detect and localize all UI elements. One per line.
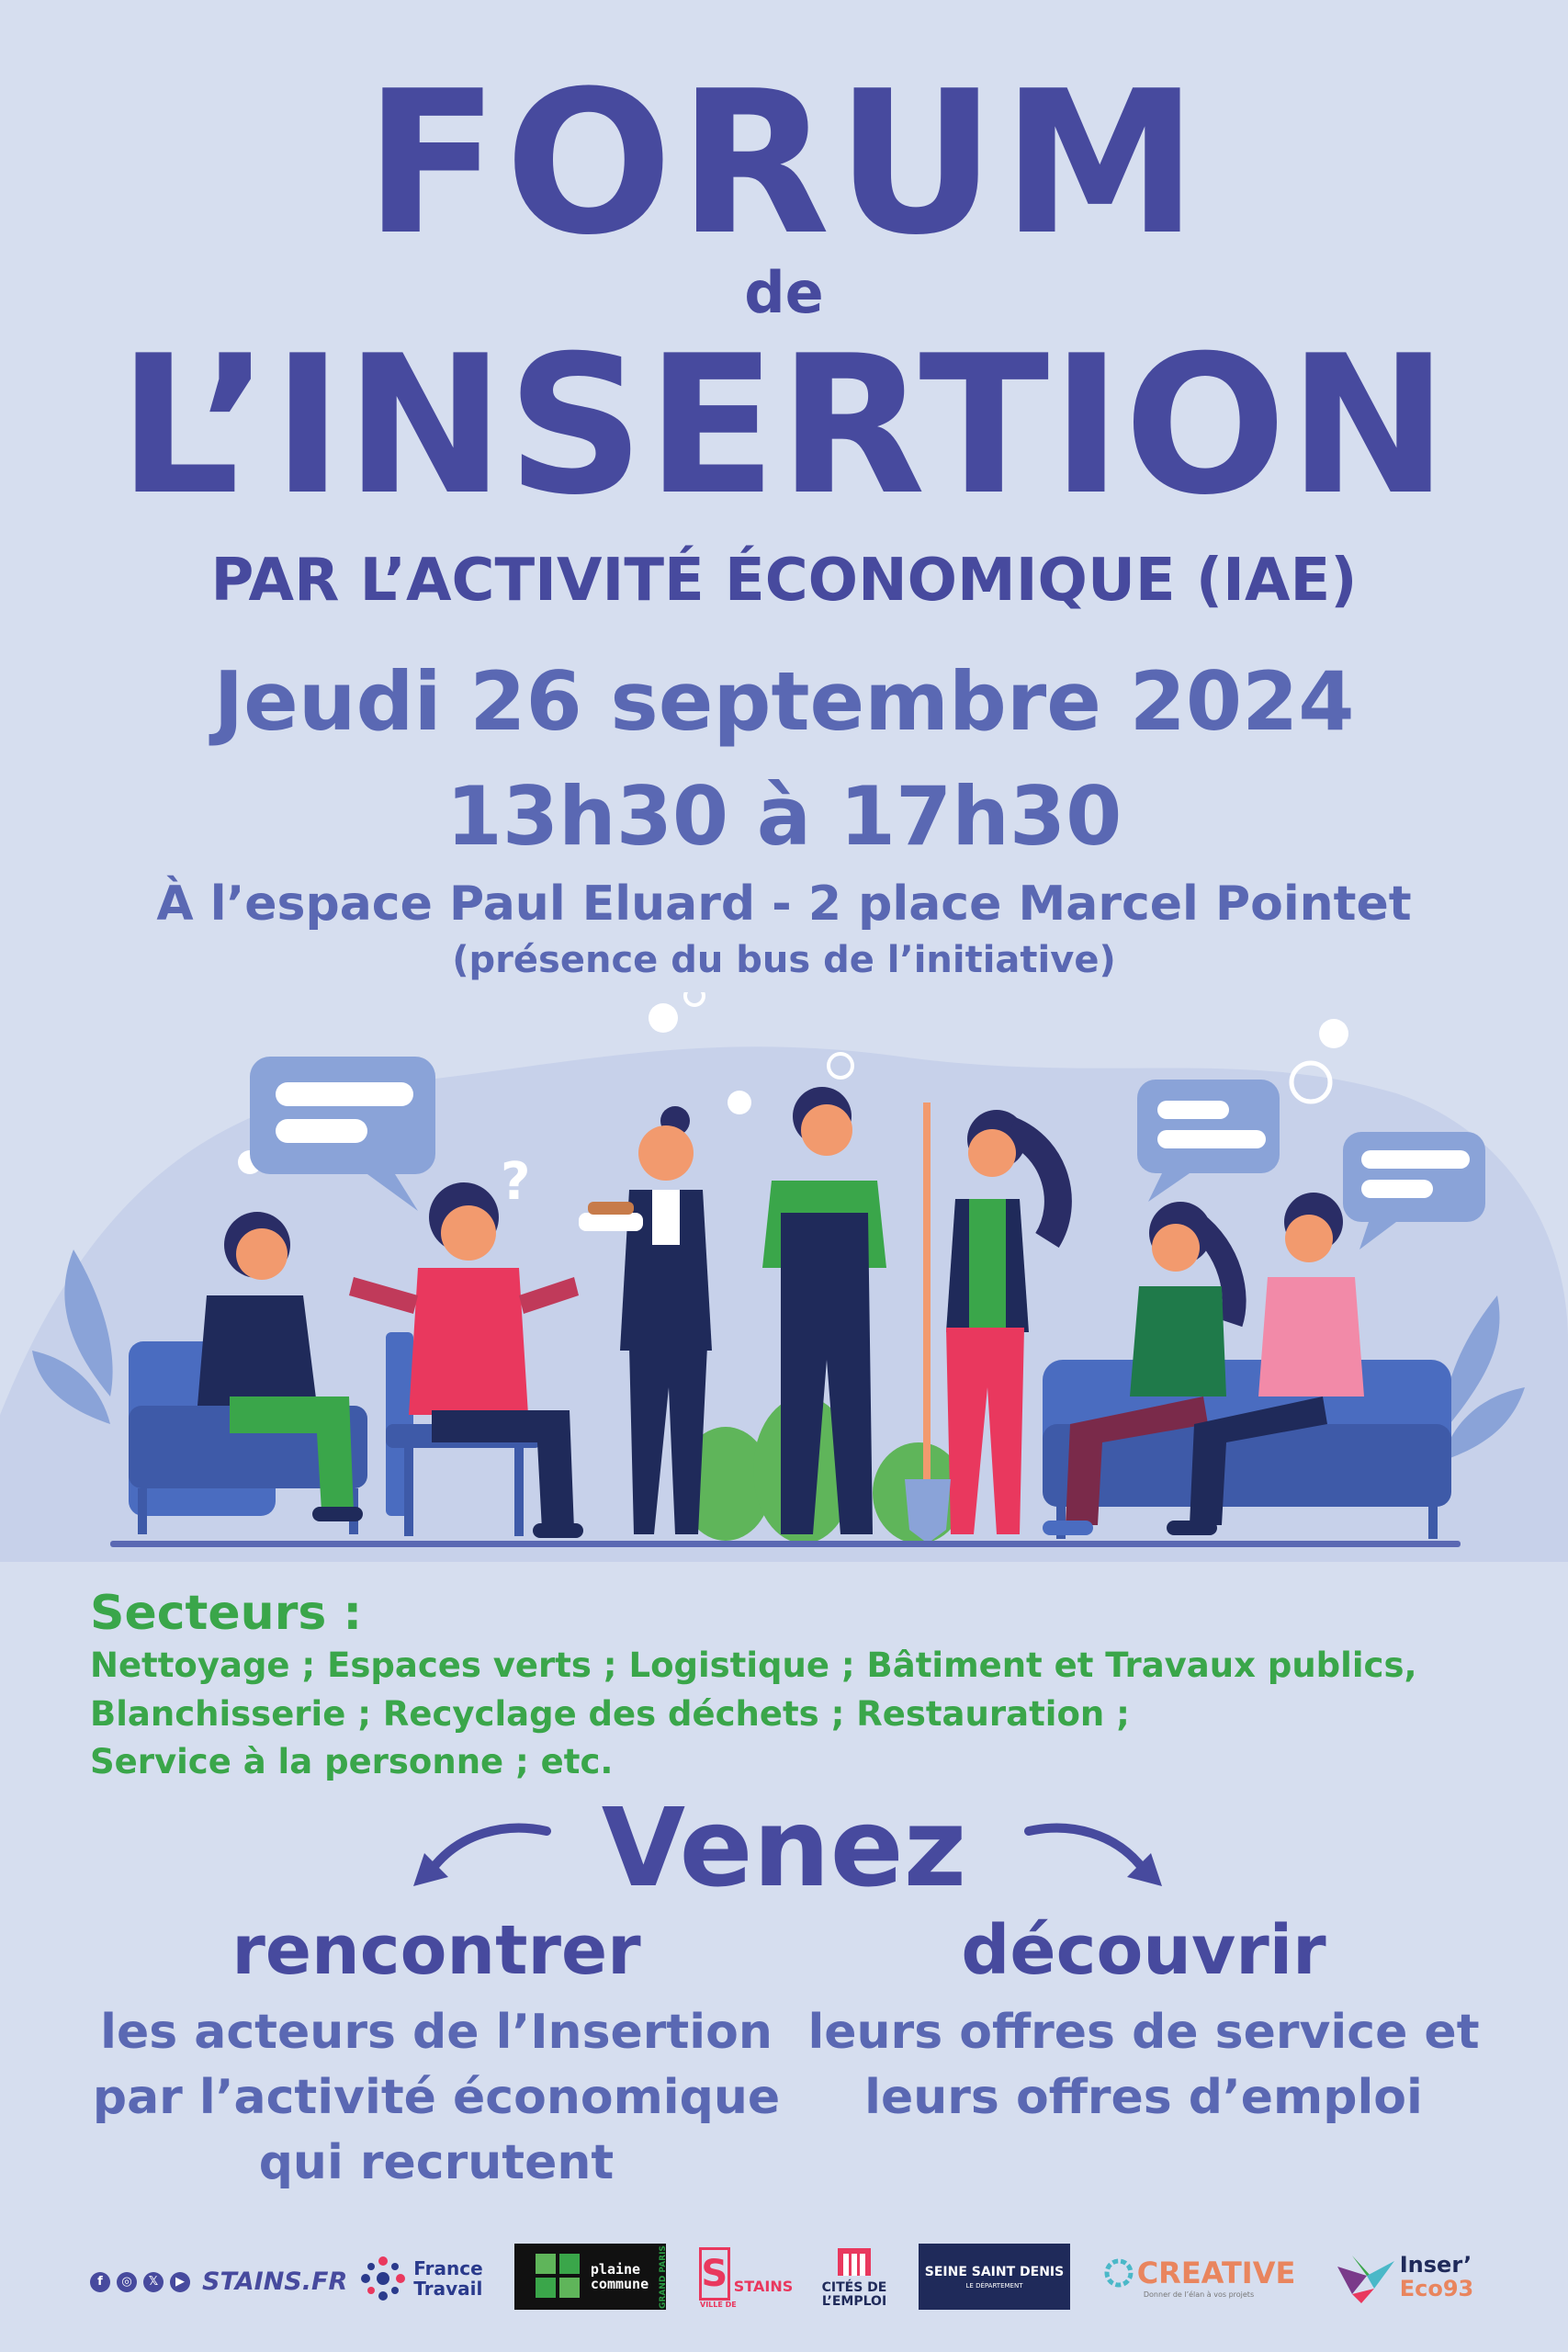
cta-right-column [790, 1911, 1497, 2131]
cta-left-line: qui recrutent [258, 2135, 615, 2191]
ville-de-stains-logo [700, 2236, 792, 2319]
cta-venez: Venez [601, 1784, 967, 1911]
creative-tagline: Donner de l’élan à vos projets [1143, 2290, 1255, 2299]
bubble-circle [1319, 1019, 1348, 1048]
plaine-commune-logo [514, 2244, 666, 2310]
arrow-right-icon [1015, 1815, 1171, 1897]
creative-icon [1102, 2256, 1135, 2290]
cta-left-heading: rencontrer [231, 1911, 641, 1990]
seine-saint-denis-logo [919, 2244, 1070, 2310]
bubble-circle [728, 1091, 751, 1114]
cta-left-line: par l’activité économique [92, 2069, 781, 2125]
seine-saint-denis-line: SEINE SAINT DENIS [924, 2264, 1065, 2279]
grand-paris-label: GRAND PARIS [659, 2245, 668, 2310]
sectors-line: Nettoyage ; Espaces verts ; Logistique ; Bâtiment et Travaux publics, [90, 1645, 1417, 1686]
cta-right-heading: découvrir [961, 1911, 1326, 1990]
facebook-icon[interactable]: f [90, 2272, 110, 2292]
creative-logo [1098, 2247, 1300, 2306]
cites-emploi-icon [836, 2246, 873, 2278]
france-travail-line: Travail [413, 2278, 483, 2300]
cta-right-text [790, 2000, 1497, 2131]
cites-emploi-line: L’EMPLOI [821, 2294, 887, 2309]
france-travail-logo [356, 2249, 485, 2308]
question-mark-icon: ? [501, 1152, 531, 1212]
plaine-commune-line: commune [590, 2276, 649, 2292]
event-time: 13h30 à 17h30 [446, 769, 1122, 864]
france-travail-line: France [413, 2257, 483, 2279]
website-link[interactable]: STAINS.FR [202, 2267, 348, 2296]
stains-label: STAINS [733, 2277, 794, 2295]
x-icon[interactable]: 𝕏 [143, 2272, 164, 2292]
cta-left-column [55, 1911, 818, 2196]
title-forum: FORUM [364, 48, 1204, 278]
france-travail-icon [358, 2254, 408, 2303]
cta-right-line: leurs offres d’emploi [864, 2069, 1423, 2125]
footer-logos [0, 2223, 1568, 2334]
title-subtitle: PAR L’ACTIVITÉ ÉCONOMIQUE (IAE) [210, 547, 1358, 615]
social-links [90, 2267, 347, 2296]
stains-s-icon: S [699, 2247, 730, 2301]
plaine-commune-line: plaine [590, 2260, 641, 2278]
youtube-icon[interactable]: ▶ [170, 2272, 190, 2292]
people-illustration [0, 992, 1568, 1562]
cites-emploi-logo [813, 2236, 896, 2319]
floor-line [110, 1541, 1461, 1547]
inser-eco-line: Eco93 [1399, 2276, 1474, 2301]
bubble-circle [649, 1003, 678, 1033]
inser-eco-bird-icon [1334, 2248, 1398, 2305]
title-de: de [744, 259, 824, 326]
sectors-block [90, 1585, 1523, 1787]
creative-label: CREATIVE [1136, 2255, 1296, 2290]
event-venue: À l’espace Paul Eluard - 2 place Marcel Pointet [156, 876, 1412, 932]
cta-left-line: les acteurs de l’Insertion [100, 2004, 773, 2060]
cites-emploi-line: CITÉS DE [821, 2279, 887, 2295]
arrow-left-icon [404, 1815, 560, 1897]
ville-de-label: VILLE DE [700, 2300, 737, 2309]
seine-saint-denis-line: LE DÉPARTEMENT [965, 2281, 1023, 2290]
title-insertion: L’INSERTION [118, 315, 1450, 537]
event-note: (présence du bus de l’initiative) [452, 939, 1116, 981]
cta-left-text [55, 2000, 818, 2197]
cta-right-line: leurs offres de service et [807, 2004, 1480, 2060]
inser-eco-line: Inser’ [1399, 2251, 1472, 2278]
event-date: Jeudi 26 septembre 2024 [213, 654, 1355, 749]
sectors-line: Service à la personne ; etc. [90, 1742, 614, 1782]
bubble-circle [685, 992, 704, 1005]
puzzle-icon [532, 2248, 587, 2305]
sectors-title: Secteurs : [90, 1586, 363, 1641]
sectors-line: Blanchisserie ; Recyclage des déchets ; Restauration ; [90, 1693, 1130, 1734]
inser-eco93-logo [1330, 2244, 1477, 2310]
instagram-icon[interactable]: ◎ [117, 2272, 137, 2292]
